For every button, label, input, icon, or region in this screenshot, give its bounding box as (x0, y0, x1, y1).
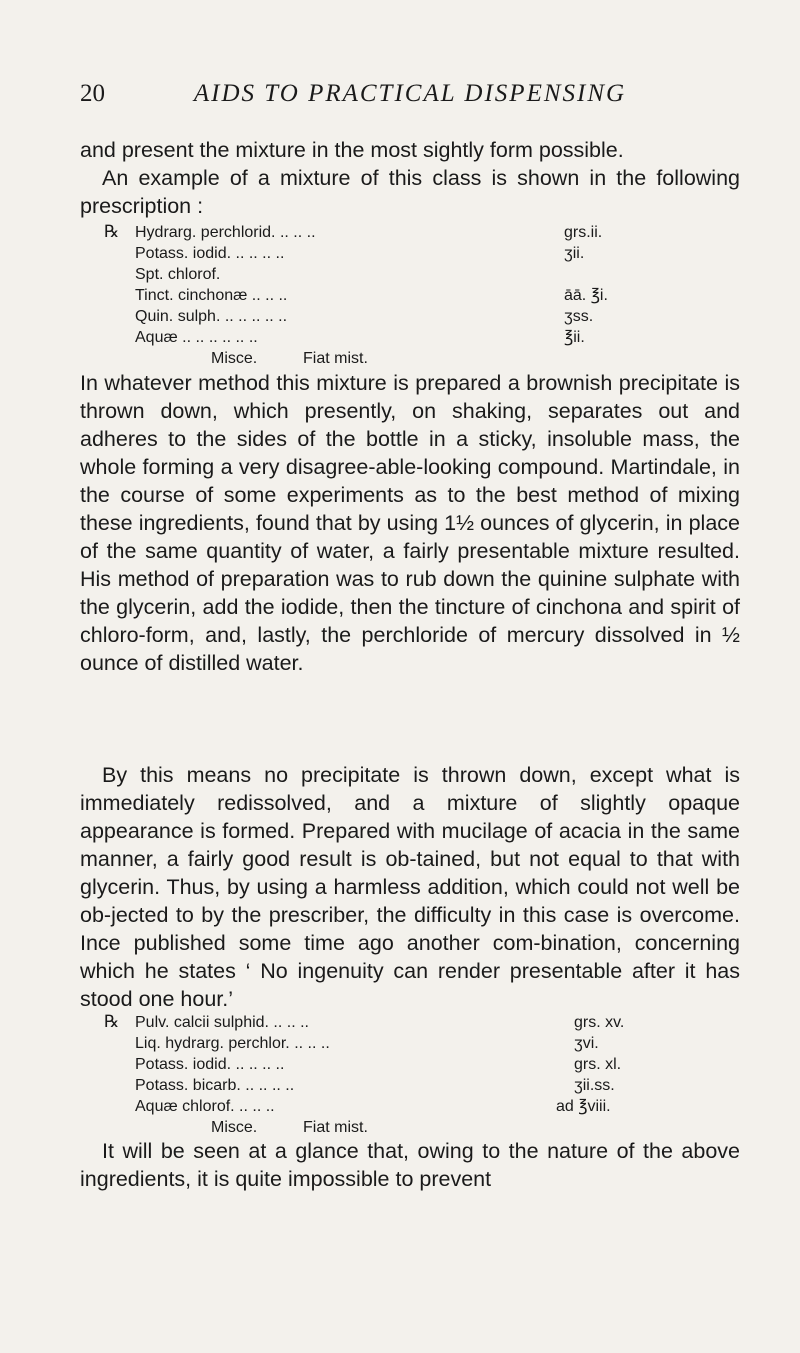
rx-ingredient: Spt. chlorof. (135, 266, 221, 283)
rx-directions (104, 348, 724, 369)
rx-fiat-mist: Fiat mist. (303, 1119, 368, 1136)
paragraph-3: In whatever method this mixture is prepared a brownish precipitate is thrown down, which presently, on shaking, separates out and adheres to the sides of the bottle in a sticky, insoluble mass, the whole forming a very disagree-able-looking compound. Martindale, in the course of some experiments as to the best method of mixing these ingredients, found that by using 1½ ounces of glycerin, in place of the same quantity of water, a fairly presentable mixture resulted. His method of preparation was to rub down the quinine sulphate with the glycerin, add the iodide, then the tincture of cinchona and spirit of chloro-form, and, lastly, the perchloride of mercury dissolved in ½ ounce of distilled water. (80, 371, 740, 675)
paragraph-2: An example of a mixture of this class is shown in the following prescription : (80, 166, 740, 218)
rx-ingredient: Tinct. cinchonæ .. .. .. (135, 287, 288, 304)
rx-quantity: grs.ii. (564, 224, 603, 241)
rx-item (104, 264, 724, 285)
rx-item (104, 285, 724, 306)
rx-item (104, 1033, 724, 1054)
rx-ingredient: Quin. sulph. .. .. .. .. .. (135, 308, 288, 325)
rx-ingredient: Aquæ .. .. .. .. .. .. (135, 329, 258, 346)
rx-item (104, 327, 724, 348)
rx-ingredient: Potass. bicarb. .. .. .. .. (135, 1077, 295, 1094)
rx-directions (104, 1117, 724, 1138)
paragraph-4: By this means no precipitate is thrown down, except what is immediately redissolved, and a mixture of slightly opaque appearance is formed. Prepared with mucilage of acacia in the same manner, a fairly good result is ob-tained, but not equal to that with glycerin. Thus, by using a harmless addition, which could not well be ob-jected to by the prescriber, the difficulty in this case is overcome. Ince published some time ago another com-bination, concerning which he states ‘ No ingenuity can render presentable after it has stood one hour.’ (80, 763, 740, 1011)
rx-ingredient: Aquæ chlorof. .. .. .. (135, 1098, 275, 1115)
rx-item (104, 222, 724, 243)
recipe-symbol: ℞ (104, 222, 120, 242)
rx-quantity: ʒii. (564, 245, 585, 262)
rx-fiat-mist: Fiat mist. (303, 350, 368, 367)
prescription-2 (104, 1012, 724, 1138)
rx-ingredient: Liq. hydrarg. perchlor. .. .. .. (135, 1035, 330, 1052)
rx-item (104, 1054, 724, 1075)
rx-quantity: grs. xv. (574, 1014, 625, 1031)
rx-item (104, 243, 724, 264)
rx-misce: Misce. (211, 1119, 258, 1136)
rx-quantity: ℥ii. (564, 329, 585, 346)
rx-ingredient: Potass. iodid. .. .. .. .. (135, 245, 285, 262)
rx-quantity: āā. ℥i. (564, 287, 608, 304)
rx-ingredient: Pulv. calcii sulphid. .. .. .. (135, 1014, 309, 1031)
rx-item (104, 1012, 724, 1033)
rx-quantity: grs. xl. (574, 1056, 622, 1073)
rx-quantity: ʒvi. (574, 1035, 599, 1052)
rx-item (104, 1075, 724, 1096)
rx-item (104, 306, 724, 327)
page-header (80, 80, 740, 116)
rx-item (104, 1096, 724, 1117)
rx-ingredient: Hydrarg. perchlorid. .. .. .. (135, 224, 316, 241)
rx-misce: Misce. (211, 350, 258, 367)
rx-quantity: ʒss. (564, 308, 594, 325)
rx-quantity: ad ℥viii. (556, 1098, 611, 1115)
running-title: AIDS TO PRACTICAL DISPENSING (193, 80, 627, 107)
paragraph-1: and present the mixture in the most sightly form possible. (80, 138, 624, 162)
prescription-1 (104, 222, 724, 369)
rx-quantity: ʒii.ss. (574, 1077, 615, 1094)
page-number: 20 (80, 80, 105, 107)
rx-ingredient: Potass. iodid. .. .. .. .. (135, 1056, 285, 1073)
paragraph-5: It will be seen at a glance that, owing to the nature of the above ingredients, it is quite impossible to prevent (80, 1139, 740, 1191)
recipe-symbol: ℞ (104, 1012, 120, 1032)
